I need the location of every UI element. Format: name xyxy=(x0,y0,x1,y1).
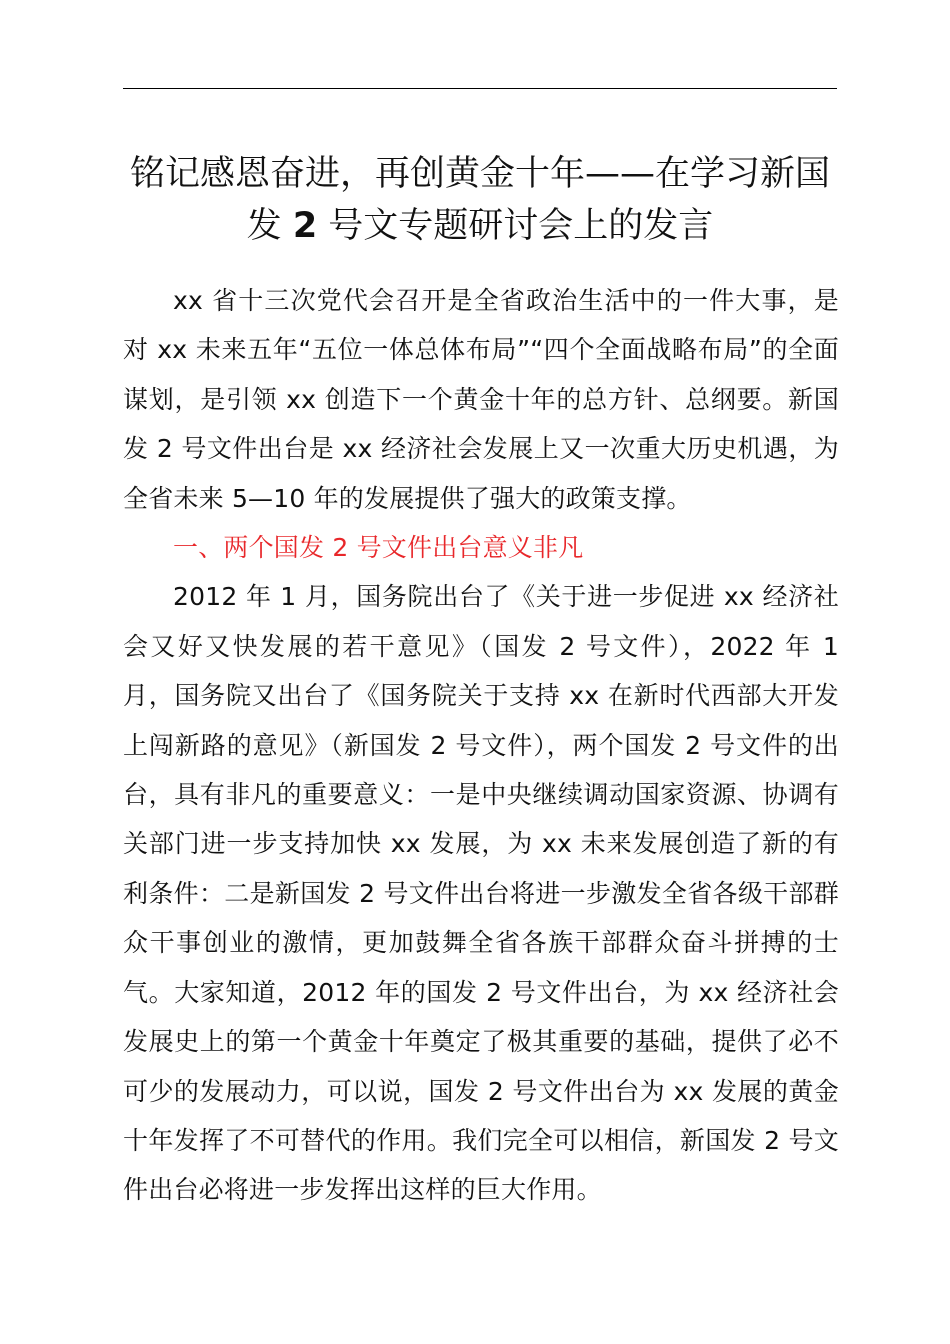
title-line-2-number: 2 xyxy=(292,206,318,246)
intro-paragraph: xx 省十三次党代会召开是全省政治生活中的一件大事，是对 xx 未来五年“五位一体总体布局”“四个全面战略布局”的全面谋划，是引领 xx 创造下一个黄金十年的总方针、总纲要。新国发 2 号文件出台是 xx 经济社会发展上又一次重大历史机遇，为全省未来 5—10 年的发展提供了强大的政策支撑。 xyxy=(123,286,839,513)
title-line-2-suffix: 号文专题研讨会上的发言 xyxy=(317,206,714,246)
document-title xyxy=(110,148,850,252)
title-line-2-prefix: 发 xyxy=(246,206,293,246)
header-rule xyxy=(123,88,837,89)
document-body xyxy=(123,276,839,1215)
section-paragraph: 2012 年 1 月，国务院出台了《关于进一步促进 xx 经济社会又好又快发展的若干意见》（国发 2 号文件），2022 年 1 月，国务院又出台了《国务院关于支持 xx 在新时代西部大开发上闯新路的意见》（新国发 2 号文件），两个国发 2 号文件的出台，具有非凡的重要意义：一是中央继续调动国家资源、协调有关部门进一步支持加快 xx 发展，为 xx 未来发展创造了新的有利条件：二是新国发 2 号文件出台将进一步激发全省各级干部群众干事创业的激情，更加鼓舞全省各族干部群众奋斗拼搏的士气。大家知道，2012 年的国发 2 号文件出台，为 xx 经济社会发展史上的第一个黄金十年奠定了极其重要的基础，提供了必不可少的发展动力，可以说，国发 2 号文件出台为 xx 发展的黄金十年发挥了不可替代的作用。我们完全可以相信，新国发 2 号文件出台必将进一步发挥出这样的巨大作用。 xyxy=(123,582,839,1205)
section-heading: 一、两个国发 2 号文件出台意义非凡 xyxy=(173,533,584,563)
title-line-1: 铭记感恩奋进，再创黄金十年——在学习新国 xyxy=(129,154,830,194)
